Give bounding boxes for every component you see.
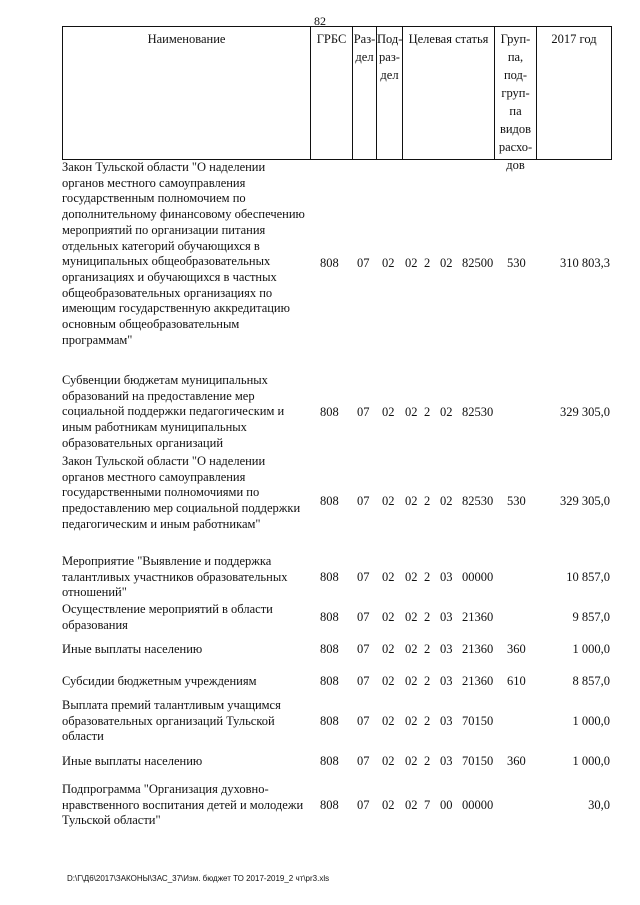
row-sum: 30,0 [588,798,610,812]
row-cs2: 2 [424,674,431,688]
table-row [62,454,610,550]
row-group: 610 [507,674,526,688]
row-sum: 9 857,0 [572,610,610,624]
header-year: 2017 год [551,32,597,46]
table-row [62,674,610,694]
row-grbs: 808 [320,610,339,624]
row-name: Субвенции бюджетам муниципальных образований на предоставление мер социальной поддержки педагогическим и иным работникам муниципальных образовательных организаций [62,373,285,450]
row-podrazdel: 02 [382,405,395,419]
row-cs1: 02 [405,714,418,728]
row-razdel: 07 [357,642,370,656]
row-cs4: 21360 [462,642,494,656]
row-group: 360 [507,754,526,768]
row-grbs: 808 [320,642,339,656]
row-sum: 8 857,0 [572,674,610,688]
row-cs1: 02 [405,610,418,624]
row-podrazdel: 02 [382,494,395,508]
row-cs4: 00000 [462,570,494,584]
row-cs4: 70150 [462,714,494,728]
row-cs1: 02 [405,494,418,508]
row-podrazdel: 02 [382,256,395,270]
row-grbs: 808 [320,674,339,688]
row-cs1: 02 [405,570,418,584]
row-name: Субсидии бюджетным учреждениям [62,674,257,688]
table-header [62,26,612,172]
row-group: 530 [507,256,526,270]
row-podrazdel: 02 [382,570,395,584]
row-name: Иные выплаты населению [62,642,203,656]
row-name: Выплата премий талантливым учащимся образовательных организаций Тульской области [62,698,281,744]
row-cs2: 2 [424,494,431,508]
row-razdel: 07 [357,714,370,728]
row-cs1: 02 [405,798,418,812]
page-number: 82 [314,14,326,28]
row-cs1: 02 [405,754,418,768]
row-razdel: 07 [357,405,370,419]
table-row [62,602,610,638]
row-podrazdel: 02 [382,674,395,688]
row-cs3: 00 [440,798,453,812]
row-grbs: 808 [320,714,339,728]
row-podrazdel: 02 [382,798,395,812]
row-razdel: 07 [357,798,370,812]
row-cs4: 82530 [462,405,494,419]
row-cs3: 03 [440,642,453,656]
row-sum: 1 000,0 [572,754,610,768]
table-row [62,754,610,774]
row-sum: 329 305,0 [560,405,610,419]
row-cs3: 03 [440,570,453,584]
row-cs2: 7 [424,798,431,812]
row-grbs: 808 [320,754,339,768]
row-cs1: 02 [405,674,418,688]
row-cs4: 21360 [462,610,494,624]
row-sum: 1 000,0 [572,642,610,656]
row-cs3: 02 [440,256,453,270]
row-grbs: 808 [320,570,339,584]
row-name: Иные выплаты населению [62,754,203,768]
row-razdel: 07 [357,610,370,624]
table-row [62,642,610,662]
row-cs4: 21360 [462,674,494,688]
row-name: Осуществление мероприятий в области образования [62,602,273,632]
header-name: Наименование [63,27,311,159]
row-grbs: 808 [320,494,339,508]
row-grbs: 808 [320,798,339,812]
row-razdel: 07 [357,570,370,584]
row-razdel: 07 [357,674,370,688]
row-cs4: 82500 [462,256,494,270]
row-cs2: 2 [424,754,431,768]
header-razdel: Раз- дел [353,27,377,159]
row-grbs: 808 [320,405,339,419]
row-group: 360 [507,642,526,656]
row-cs3: 03 [440,610,453,624]
row-name: Мероприятие "Выявление и поддержка талантливых участников образовательных отношений" [62,554,288,600]
row-grbs: 808 [320,256,339,270]
row-podrazdel: 02 [382,714,395,728]
row-cs4: 70150 [462,754,494,768]
row-cs2: 2 [424,405,431,419]
row-sum: 310 803,3 [560,256,610,270]
row-cs2: 2 [424,610,431,624]
row-name: Закон Тульской области "О наделении органов местного самоуправления государственными полномочиями по предоставлению мер социальной поддержки педагогическим и иным работникам" [62,454,301,531]
row-razdel: 07 [357,494,370,508]
row-razdel: 07 [357,754,370,768]
header-group: Груп- па, под- груп- па видов расхо- дов [495,27,537,159]
row-sum: 329 305,0 [560,494,610,508]
row-podrazdel: 02 [382,610,395,624]
row-sum: 1 000,0 [572,714,610,728]
row-cs1: 02 [405,405,418,419]
row-cs2: 2 [424,642,431,656]
row-cs3: 02 [440,405,453,419]
row-cs3: 02 [440,494,453,508]
row-cs3: 03 [440,714,453,728]
row-cs1: 02 [405,642,418,656]
row-cs4: 82530 [462,494,494,508]
table-row [62,698,610,748]
table-row [62,160,610,372]
row-cs3: 03 [440,674,453,688]
row-podrazdel: 02 [382,642,395,656]
row-group: 530 [507,494,526,508]
header-podrazdel: Под- раз- дел [377,27,403,159]
row-name: Подпрограмма "Организация духовно-нравственного воспитания детей и молодежи Тульской области" [62,782,304,828]
table-row [62,373,610,453]
file-path-footer: D:\Г\Д6\2017\ЗАКОНЫ\ЗАС_37\Изм. бюджет ТО 2017-2019_2 чт\pr3.xls [67,874,330,883]
table-row [62,782,610,832]
row-cs4: 00000 [462,798,494,812]
header-grbs: ГРБС [311,27,353,159]
row-razdel: 07 [357,256,370,270]
table-row [62,554,610,602]
row-podrazdel: 02 [382,754,395,768]
row-cs2: 2 [424,256,431,270]
row-cs2: 2 [424,714,431,728]
row-name: Закон Тульской области "О наделении органов местного самоуправления государственным полномочием по дополнительному финансовому обеспечению мероприятий по организации питания отдельных категорий обучающихся в муниципальных общеобразовательных организациях и обучающихся в частных общеобразовательных организациях по имеющим государственную аккредитацию основным общеобразовательным программам" [62,160,305,347]
row-cs1: 02 [405,256,418,270]
row-sum: 10 857,0 [566,570,610,584]
row-cs2: 2 [424,570,431,584]
row-cs3: 03 [440,754,453,768]
header-target: Целевая статья [403,27,495,159]
